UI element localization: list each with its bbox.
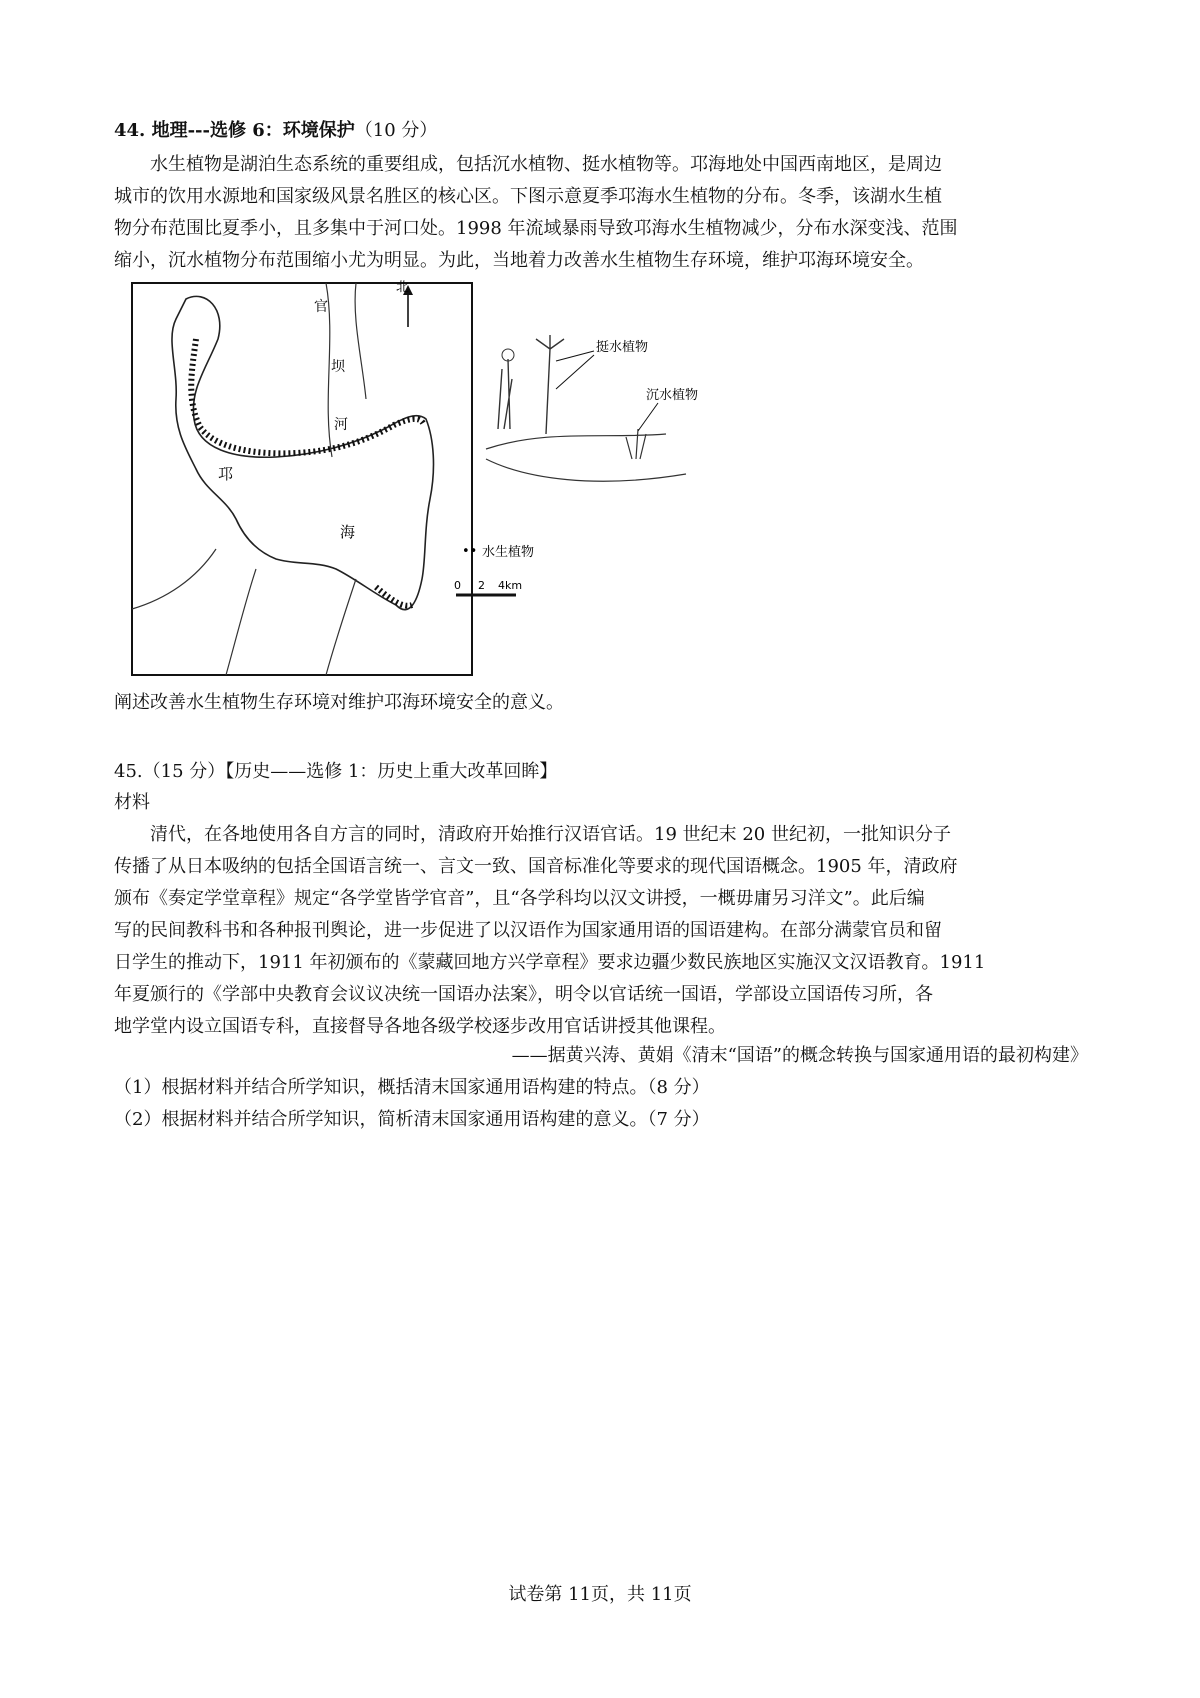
q45-para-line: 传播了从日本吸纳的包括全国语言统一、言文一致、国音标准化等要求的现代国语概念。1905 年，清政府 [114, 856, 958, 877]
legend-label: 水生植物 [482, 545, 535, 560]
q44-paragraph [114, 149, 1086, 277]
lake-map [132, 280, 472, 675]
emergent-label: 挺水植物 [596, 340, 649, 355]
emergent-pointer [556, 355, 594, 389]
q44-title-bold: 44. 地理---选修 6：环境保护 [114, 120, 355, 141]
river-char: 官 [314, 299, 328, 315]
river-char: 河 [334, 417, 348, 433]
submerged-pointer [638, 403, 658, 431]
scale-label: 0 [454, 579, 461, 592]
emergent-plant [536, 335, 564, 434]
map-frame [132, 283, 472, 675]
q44-para-line: 缩小，沉水植物分布范围缩小尤为明显。为此，当地着力改善水生植物生存环境，维护邛海环境安全。 [114, 250, 924, 271]
scale-label: 4km [498, 579, 523, 592]
scale-label: 2 [478, 579, 485, 592]
q44-question: 阐述改善水生植物生存环境对维护邛海环境安全的意义。 [114, 692, 564, 713]
lake-char: 邛 [218, 465, 234, 483]
q45-title: 45.（15 分）【历史——选修 1：历史上重大改革回眸】 [114, 761, 558, 782]
legend-dots: •• [462, 544, 478, 559]
q45-para-line: 清代，在各地使用各自方言的同时，清政府开始推行汉语官话。19 世纪末 20 世纪初，一批知识分子 [150, 824, 951, 845]
q44-figure [126, 279, 946, 679]
submerged-label: 沉水植物 [646, 388, 699, 403]
q44-para-line: 物分布范围比夏季小，且多集中于河口处。1998 年流域暴雨导致邛海水生植物减少，分布水深变浅、范围 [114, 218, 958, 239]
plant-diagram [486, 335, 698, 481]
page-footer: 试卷第 11页，共 11页 [508, 1584, 692, 1605]
q45-para-line: 写的民间教科书和各种报刊舆论，进一步促进了以汉语作为国家通用语的国语建构。在部分满蒙官员和留 [114, 920, 942, 941]
lake-bed [486, 459, 686, 481]
q45-para-line: 年夏颁行的《学部中央教育会议议决统一国语办法案》，明令以官话统一国语，学部设立国语传习所，各 [114, 984, 933, 1005]
q44-title [114, 116, 437, 142]
reed-stems [498, 359, 512, 429]
q45-subquestion-1: （1）根据材料并结合所学知识，概括清末国家通用语构建的特点。（8 分） [114, 1077, 710, 1098]
q45-para-line: 日学生的推动下，1911 年初颁布的《蒙藏回地方兴学章程》要求边疆少数民族地区实施汉文汉语教育。1911 [114, 952, 986, 973]
q45-para-line: 颁布《奏定学堂章程》规定“各学堂皆学官音”，且“各学科均以汉文讲授，一概毋庸另习洋文”。此后编 [114, 888, 925, 909]
lake-char: 海 [340, 523, 356, 541]
q44-para-line: 水生植物是湖泊生态系统的重要组成，包括沉水植物、挺水植物等。邛海地处中国西南地区，是周边 [150, 154, 942, 175]
submerged-plant [626, 429, 646, 459]
north-label: 北 [396, 280, 410, 295]
q45-para-line: 地学堂内设立国语专科，直接督导各地各级学校逐步改用官话讲授其他课程。 [114, 1016, 726, 1037]
q45-subquestion-2: （2）根据材料并结合所学知识，简析清末国家通用语构建的意义。（7 分） [114, 1109, 710, 1130]
river-char: 坝 [331, 359, 345, 375]
q44-title-score: （10 分） [354, 120, 438, 141]
q45-material-label: 材料 [114, 792, 150, 813]
q44-para-line: 城市的饮用水源地和国家级风景名胜区的核心区。下图示意夏季邛海水生植物的分布。冬季，该湖水生植 [114, 186, 942, 207]
q45-source: ——据黄兴涛、黄娟《清末“国语”的概念转换与国家通用语的最初构建》 [511, 1045, 1088, 1066]
water-surface [486, 434, 666, 449]
q45-paragraph [114, 819, 1086, 1043]
